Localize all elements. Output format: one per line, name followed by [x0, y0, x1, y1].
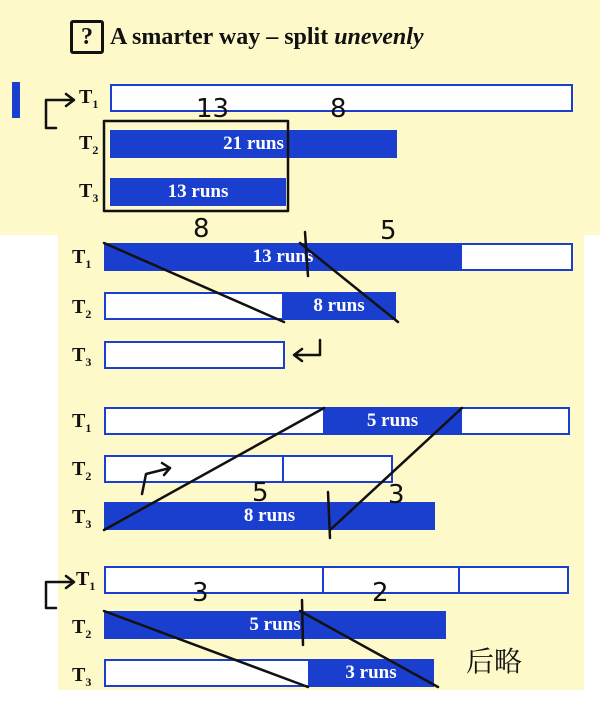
- tape-label-t2: $T_2$: [72, 296, 92, 321]
- panel3-tape-t2: [104, 455, 393, 483]
- panel3-note-right: 3: [388, 480, 405, 510]
- panel4-note-right: 2: [372, 578, 389, 608]
- panel1-t2-fill: 21 runs: [110, 130, 397, 158]
- panel2-note-right: 5: [380, 216, 397, 246]
- tape-label-t3: $T_3$: [72, 664, 92, 689]
- panel4-t1-divider-b: [458, 566, 460, 594]
- slide-title: [70, 20, 424, 54]
- tape-label-t1: $T_1$: [79, 86, 99, 111]
- panel1-t3-fill: 13 runs: [110, 178, 286, 206]
- tape-label-t1: $T_1$: [76, 568, 96, 593]
- tape-label-t2: $T_2$: [72, 458, 92, 483]
- panel3-t3-fill: 8 runs: [104, 502, 435, 530]
- panel4-t3-fill: 3 runs: [308, 659, 434, 687]
- tape-label-t1: $T_1$: [72, 410, 92, 435]
- tape-label-t2: $T_2$: [79, 132, 99, 157]
- panel2-note-left: 8: [193, 214, 210, 244]
- title-prefix: A smarter way – split: [110, 24, 335, 50]
- panel1-note-right: 8: [330, 94, 347, 124]
- panel2-t2-fill: 8 runs: [282, 292, 396, 320]
- panel4-tape-t1: [104, 566, 569, 594]
- panel3-t2-divider: [282, 455, 284, 483]
- selection-marker: [12, 82, 20, 118]
- panel2-tape-t3: [104, 341, 285, 369]
- panel4-t1-divider-a: [322, 566, 324, 594]
- panel4-t2-fill: 5 runs: [104, 611, 446, 639]
- panel3-t1-fill: 5 runs: [323, 407, 462, 435]
- panel4-note-end: 后略: [466, 645, 523, 678]
- panel1-note-left: 13: [196, 94, 230, 124]
- tape-label-t2: $T_2$: [72, 616, 92, 641]
- tape-label-t3: $T_3$: [72, 344, 92, 369]
- tape-label-t3: $T_3$: [79, 180, 99, 205]
- title-emphasis: unevenly: [334, 24, 424, 50]
- tape-label-t1: $T_1$: [72, 246, 92, 271]
- panel3-note-left: 5: [252, 478, 269, 508]
- question-mark-icon: ?: [70, 20, 104, 54]
- tape-label-t3: $T_3$: [72, 506, 92, 531]
- panel4-note-left: 3: [192, 578, 209, 608]
- panel2-t1-fill: 13 runs: [104, 243, 462, 271]
